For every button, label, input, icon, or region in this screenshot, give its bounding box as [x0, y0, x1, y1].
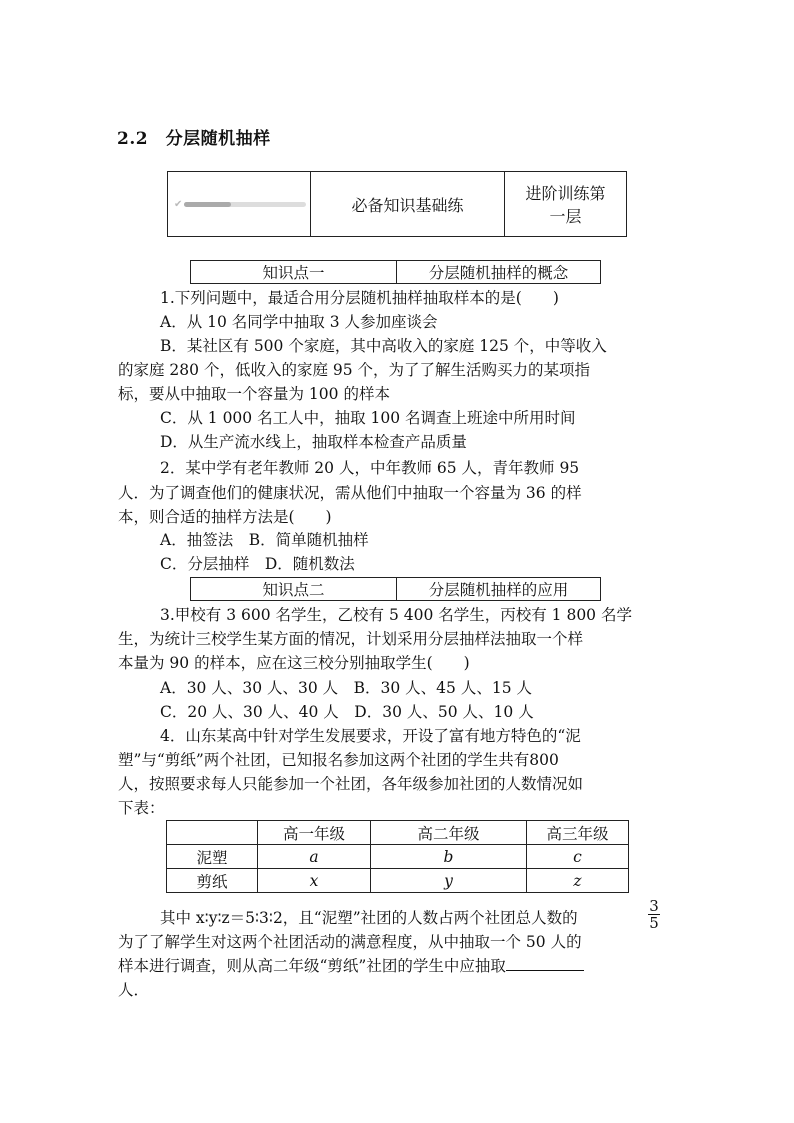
q4-line7 [118, 954, 584, 978]
table-header: 高二年级 [371, 821, 527, 845]
q3-line2: 生，为统计三校学生某方面的情况，计划采用分层抽样法抽取一个样 [118, 630, 584, 648]
level-label [505, 172, 627, 237]
check-icon: ✔ [174, 198, 183, 210]
q3-options-cd: C．20 人、30 人、40 人 D．30 人、50 人、10 人 [160, 703, 534, 721]
q1-option-c: C．从 1 000 名工人中，抽取 100 名调查上班途中所用时间 [160, 409, 576, 427]
q1-option-b: B．某社区有 500 个家庭，其中高收入的家庭 125 个，中等收入 [160, 337, 607, 355]
q1-stem: 1.下列问题中，最适合用分层随机抽样抽取样本的是( ) [160, 289, 559, 307]
progress-bar [184, 202, 306, 207]
q2-line1: 2．某中学有老年教师 20 人，中年教师 65 人，青年教师 95 [160, 459, 580, 477]
knowledge-point-2 [190, 577, 601, 601]
table-cell: z [527, 869, 629, 893]
q3-line1: 3.甲校有 3 600 名学生，乙校有 5 400 名学生，丙校有 1 800 名学 [160, 606, 632, 624]
progress-cell [168, 172, 311, 237]
club-table [166, 820, 629, 893]
q4-line8: 人． [118, 981, 150, 999]
q2-line3: 本，则合适的抽样方法是( ) [118, 508, 332, 526]
q4-line2: 塑”与“剪纸”两个社团，已知报名参加这两个社团的学生共有800 [118, 751, 559, 769]
q1-option-b-line2: 的家庭 280 个，低收入的家庭 95 个，为了了解生活购买力的某项指 [118, 361, 591, 379]
table-cell: 泥塑 [167, 845, 258, 869]
table-cell: b [371, 845, 527, 869]
section-label: 必备知识基础练 [311, 172, 505, 237]
knowledge-point-1 [190, 260, 601, 284]
table-cell: a [258, 845, 371, 869]
q4-line4: 下表： [118, 799, 165, 817]
table-row [167, 845, 629, 869]
table-header-row [167, 821, 629, 845]
q1-option-b-line3: 标，要从中抽取一个容量为 100 的样本 [118, 385, 390, 403]
q4-line7-text: 样本进行调查，则从高二年级“剪纸”社团的学生中应抽取 [118, 957, 506, 975]
q2-options-ab: A．抽签法 B．简单随机抽样 [160, 531, 369, 549]
table-row [167, 869, 629, 893]
table-cell: c [527, 845, 629, 869]
q4-line3: 人，按照要求每人只能参加一个社团，各年级参加社团的人数情况如 [118, 775, 584, 793]
page-title: 2.2 分层随机抽样 [117, 129, 271, 149]
table-cell: x [258, 869, 371, 893]
level-label-line1: 进阶训练第 [525, 184, 606, 203]
level-label-line2: 一层 [549, 207, 582, 226]
progress-fill [184, 202, 230, 207]
table-header: 高一年级 [258, 821, 371, 845]
q1-option-d: D．从生产流水线上，抽取样本检查产品质量 [160, 433, 467, 451]
header-table [167, 171, 627, 237]
kp1-label: 知识点一 [191, 261, 397, 284]
kp2-topic: 分层随机抽样的应用 [397, 578, 601, 601]
fraction-numerator: 3 [649, 897, 659, 915]
table-header [167, 821, 258, 845]
q3-line3: 本量为 90 的样本，应在这三校分别抽取学生( ) [118, 654, 470, 672]
q4-line1: 4．山东某高中针对学生发展要求，开设了富有地方特色的“泥 [160, 727, 581, 745]
q4-line5: 其中 x∶y∶z＝5∶3∶2，且“泥塑”社团的人数占两个社团总人数的 [160, 909, 578, 927]
kp1-topic: 分层随机抽样的概念 [397, 261, 601, 284]
table-cell: y [371, 869, 527, 893]
answer-blank[interactable] [506, 954, 584, 971]
q3-options-ab: A．30 人、30 人、30 人 B．30 人、45 人、15 人 [160, 679, 532, 697]
fraction [648, 898, 660, 931]
q4-line6: 为了了解学生对这两个社团活动的满意程度，从中抽取一个 50 人的 [118, 933, 582, 951]
kp2-label: 知识点二 [191, 578, 397, 601]
q2-line2: 人．为了调查他们的健康状况，需从他们中抽取一个容量为 36 的样 [118, 484, 582, 502]
table-cell: 剪纸 [167, 869, 258, 893]
q2-options-cd: C．分层抽样 D．随机数法 [160, 555, 355, 573]
q1-option-a: A．从 10 名同学中抽取 3 人参加座谈会 [160, 313, 438, 331]
fraction-denominator: 5 [649, 914, 659, 932]
table-header: 高三年级 [527, 821, 629, 845]
